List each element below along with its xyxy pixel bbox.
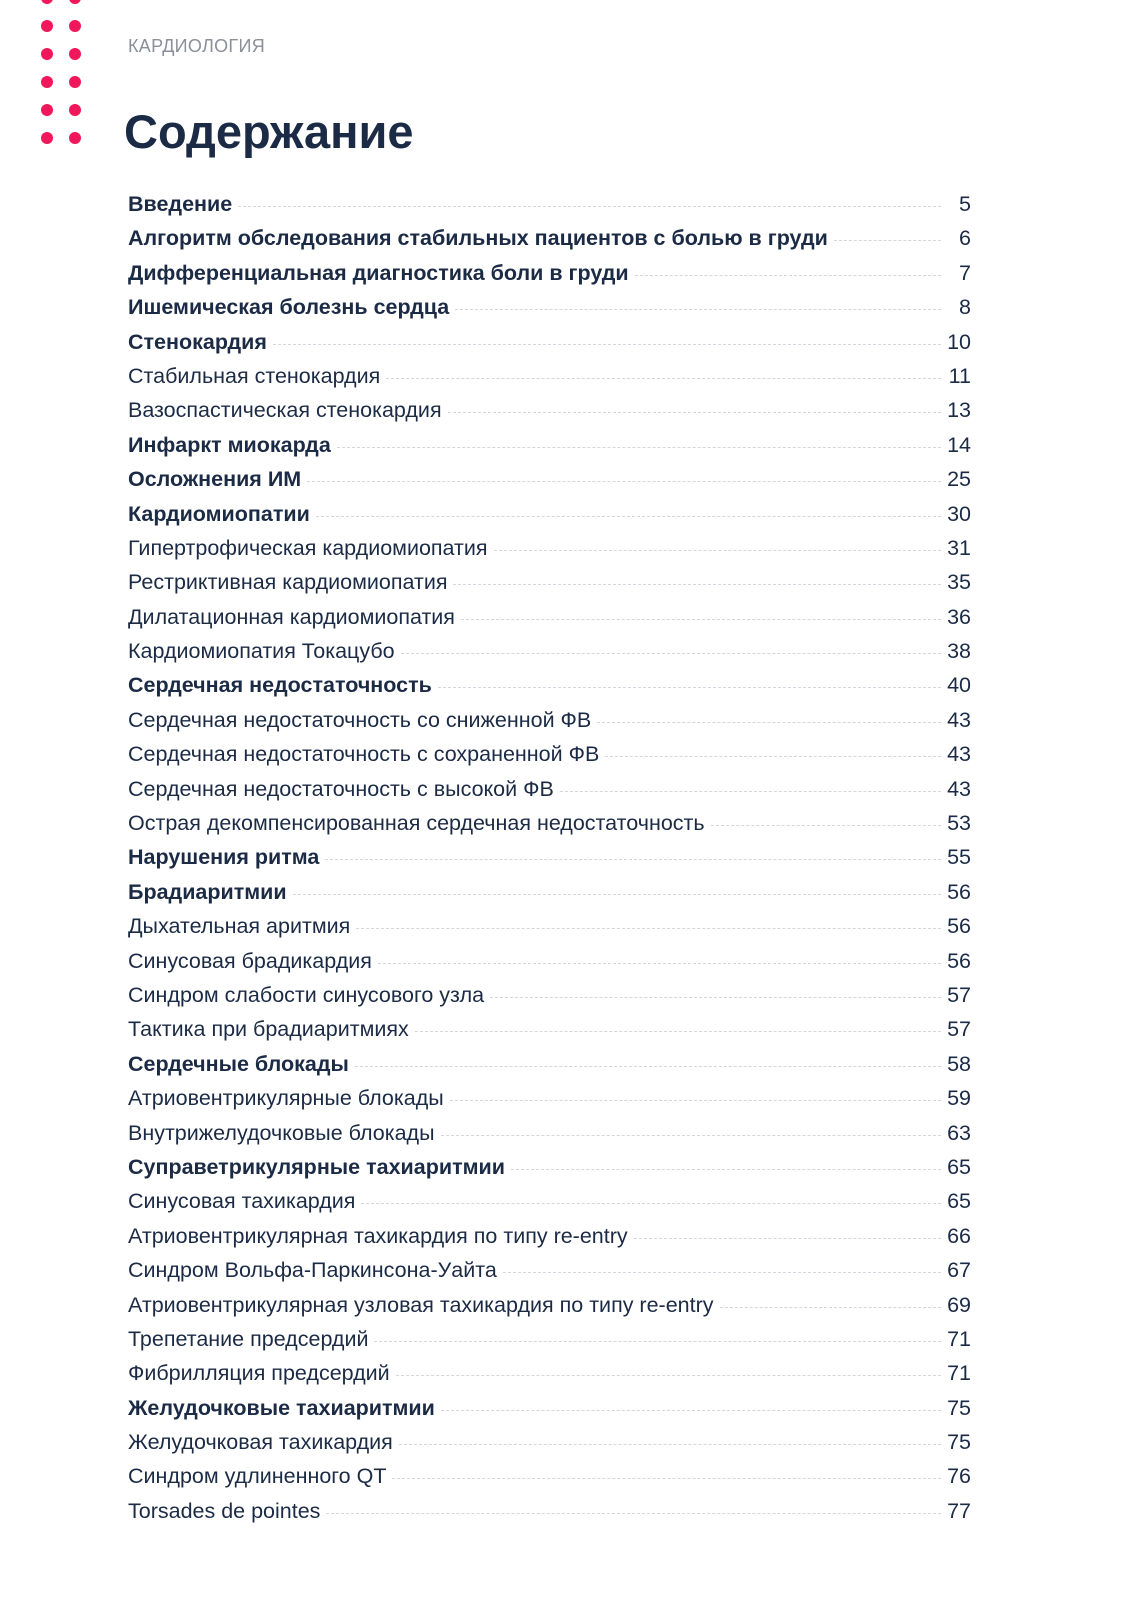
toc-entry-page-number: 10: [947, 329, 971, 354]
toc-entry[interactable]: [128, 531, 971, 565]
dotted-leader: [273, 344, 941, 345]
toc-entry-title: Сердечная недостаточность со сниженной ФВ: [128, 707, 592, 732]
dotted-leader: [834, 240, 941, 241]
dot: [41, 48, 53, 60]
toc-entry[interactable]: [128, 187, 971, 221]
toc-entry-page-number: 58: [947, 1051, 971, 1076]
dotted-leader: [337, 447, 941, 448]
toc-entry-title: Кардиомиопатия Токацубо: [128, 639, 395, 664]
toc-entry-title: Синусовая брадикардия: [128, 948, 372, 973]
toc-entry-page-number: 13: [947, 398, 971, 423]
dotted-leader: [401, 653, 941, 654]
table-of-contents: [128, 187, 971, 1528]
toc-entry-title: Желудочковая тахикардия: [128, 1430, 393, 1455]
toc-entry[interactable]: [128, 1081, 971, 1115]
dotted-leader: [316, 516, 941, 517]
dot: [41, 132, 53, 144]
dotted-leader: [307, 481, 941, 482]
toc-entry-title: Сердечная недостаточность с сохраненной ФВ: [128, 742, 600, 767]
dotted-leader: [392, 1478, 941, 1479]
toc-entry-page-number: 43: [947, 707, 971, 732]
toc-entry-title: Дыхательная аритмия: [128, 914, 351, 939]
toc-entry-page-number: 76: [947, 1464, 971, 1489]
toc-entry-title: Синдром удлиненного QT: [128, 1464, 387, 1489]
toc-entry[interactable]: [128, 634, 971, 668]
toc-entry[interactable]: [128, 1116, 971, 1150]
dotted-leader: [399, 1444, 941, 1445]
toc-entry-page-number: 56: [947, 948, 971, 973]
dotted-leader: [361, 1203, 941, 1204]
toc-entry-page-number: 7: [959, 260, 971, 285]
toc-entry-title: Желудочковые тахиаритмии: [128, 1395, 435, 1420]
dotted-leader: [711, 825, 941, 826]
toc-entry-title: Дифференциальная диагностика боли в груди: [128, 260, 629, 285]
dotted-leader: [326, 1513, 941, 1514]
toc-entry[interactable]: [128, 290, 971, 324]
toc-entry-title: Torsades de pointes: [128, 1498, 321, 1523]
toc-entry-title: Синдром слабости синусового узла: [128, 982, 485, 1007]
toc-entry-page-number: 71: [947, 1361, 971, 1386]
dotted-leader: [634, 1238, 941, 1239]
toc-entry-title: Атриовентрикулярная тахикардия по типу re-entry: [128, 1223, 628, 1248]
toc-entry-page-number: 8: [959, 295, 971, 320]
toc-entry[interactable]: [128, 221, 971, 255]
toc-entry-page-number: 6: [959, 226, 971, 251]
toc-entry-title: Брадиаритмии: [128, 879, 287, 904]
toc-entry[interactable]: [128, 428, 971, 462]
toc-entry-title: Синусовая тахикардия: [128, 1189, 356, 1214]
dot: [41, 76, 53, 88]
toc-entry[interactable]: [128, 1047, 971, 1081]
dotted-leader: [455, 309, 941, 310]
dotted-leader: [448, 412, 941, 413]
toc-entry-title: Сердечная недостаточность с высокой ФВ: [128, 776, 554, 801]
section-label: КАРДИОЛОГИЯ: [128, 36, 266, 56]
toc-entry-title: Трепетание предсердий: [128, 1326, 369, 1351]
dotted-leader: [605, 756, 941, 757]
dotted-leader: [415, 1031, 941, 1032]
toc-entry[interactable]: [128, 909, 971, 943]
toc-entry[interactable]: [128, 772, 971, 806]
dot: [69, 0, 81, 4]
toc-entry-page-number: 77: [947, 1498, 971, 1523]
toc-entry-title: Фибрилляция предсердий: [128, 1361, 390, 1386]
toc-entry-page-number: 55: [947, 845, 971, 870]
toc-entry-page-number: 5: [959, 192, 971, 216]
dot: [41, 0, 53, 4]
toc-entry[interactable]: [128, 600, 971, 634]
toc-entry-page-number: 40: [947, 673, 971, 698]
dot-grid-icon: [41, 0, 87, 152]
toc-entry[interactable]: [128, 1356, 971, 1390]
toc-entry-page-number: 56: [947, 879, 971, 904]
dotted-leader: [720, 1307, 941, 1308]
dotted-leader: [378, 963, 941, 964]
dot: [69, 76, 81, 88]
dotted-leader: [386, 378, 941, 379]
toc-entry-title: Стенокардия: [128, 329, 267, 354]
toc-entry[interactable]: [128, 1391, 971, 1425]
toc-entry-page-number: 69: [947, 1292, 971, 1317]
toc-entry[interactable]: [128, 565, 971, 599]
toc-entry[interactable]: [128, 325, 971, 359]
toc-entry-page-number: 75: [947, 1430, 971, 1455]
toc-entry-title: Кардиомиопатии: [128, 501, 310, 526]
toc-entry-page-number: 65: [947, 1154, 971, 1179]
toc-entry-page-number: 57: [947, 1017, 971, 1042]
toc-entry[interactable]: [128, 359, 971, 393]
toc-entry[interactable]: [128, 1150, 971, 1184]
toc-entry-page-number: 67: [947, 1258, 971, 1283]
dotted-leader: [355, 1066, 941, 1067]
toc-entry-page-number: 59: [947, 1086, 971, 1111]
toc-entry-title: Алгоритм обследования стабильных пациентов с болью в груди: [128, 226, 828, 251]
toc-entry-title: Введение: [128, 192, 233, 216]
dotted-leader: [490, 997, 941, 998]
toc-entry-title: Гипертрофическая кардиомиопатия: [128, 535, 488, 560]
toc-entry[interactable]: [128, 497, 971, 531]
dotted-leader: [494, 550, 941, 551]
toc-entry-title: Дилатационная кардиомиопатия: [128, 604, 455, 629]
dotted-leader: [453, 584, 941, 585]
dotted-leader: [511, 1169, 941, 1170]
toc-entry-title: Атриовентрикулярная узловая тахикардия по типу re-entry: [128, 1292, 714, 1317]
toc-entry[interactable]: [128, 1253, 971, 1287]
toc-entry-page-number: 14: [947, 432, 971, 457]
toc-entry-page-number: 36: [947, 604, 971, 629]
toc-entry[interactable]: [128, 1012, 971, 1046]
dot: [69, 104, 81, 116]
dotted-leader: [441, 1135, 941, 1136]
toc-entry[interactable]: [128, 875, 971, 909]
dotted-leader: [438, 687, 941, 688]
dot: [69, 20, 81, 32]
dot: [69, 48, 81, 60]
toc-entry-page-number: 11: [948, 363, 971, 388]
toc-entry-page-number: 66: [947, 1223, 971, 1248]
dot: [41, 20, 53, 32]
dotted-leader: [560, 791, 941, 792]
toc-entry-page-number: 35: [947, 570, 971, 595]
toc-entry-page-number: 56: [947, 914, 971, 939]
toc-entry-title: Атриовентрикулярные блокады: [128, 1086, 444, 1111]
toc-entry[interactable]: [128, 1425, 971, 1459]
toc-entry[interactable]: [128, 668, 971, 702]
dotted-leader: [293, 894, 941, 895]
dotted-leader: [597, 722, 941, 723]
dotted-leader: [441, 1410, 941, 1411]
dotted-leader: [635, 275, 941, 276]
toc-entry-title: Осложнения ИМ: [128, 467, 302, 492]
toc-entry-title: Нарушения ритма: [128, 845, 320, 870]
toc-entry[interactable]: [128, 256, 971, 290]
toc-entry[interactable]: [128, 1322, 971, 1356]
toc-entry-page-number: 38: [947, 639, 971, 664]
toc-entry-page-number: 71: [947, 1326, 971, 1351]
dotted-leader: [503, 1272, 941, 1273]
toc-entry[interactable]: [128, 737, 971, 771]
toc-entry-page-number: 31: [947, 535, 971, 560]
dotted-leader: [461, 619, 941, 620]
toc-entry[interactable]: [128, 806, 971, 840]
toc-entry-page-number: 63: [947, 1120, 971, 1145]
toc-entry[interactable]: [128, 1219, 971, 1253]
page-title: Содержание: [124, 105, 414, 158]
toc-entry-page-number: 53: [947, 811, 971, 836]
dotted-leader: [450, 1100, 941, 1101]
toc-entry-title: Ишемическая болезнь сердца: [128, 295, 450, 320]
toc-entry-page-number: 65: [947, 1189, 971, 1214]
toc-entry-page-number: 30: [947, 501, 971, 526]
toc-entry[interactable]: [128, 393, 971, 427]
toc-entry-title: Стабильная стенокардия: [128, 363, 381, 388]
dotted-leader: [238, 206, 941, 207]
toc-entry[interactable]: [128, 1184, 971, 1218]
toc-entry[interactable]: [128, 1459, 971, 1493]
toc-entry-title: Внутрижелудочковые блокады: [128, 1120, 435, 1145]
toc-entry[interactable]: [128, 840, 971, 874]
toc-entry-page-number: 25: [947, 467, 971, 492]
toc-entry-title: Сердечная недостаточность: [128, 673, 432, 698]
toc-entry-page-number: 43: [947, 776, 971, 801]
toc-entry-title: Вазоспастическая стенокардия: [128, 398, 442, 423]
toc-entry[interactable]: [128, 944, 971, 978]
toc-entry-page-number: 75: [947, 1395, 971, 1420]
toc-entry[interactable]: [128, 978, 971, 1012]
toc-entry-title: Сердечные блокады: [128, 1051, 349, 1076]
dot: [41, 104, 53, 116]
dotted-leader: [374, 1341, 941, 1342]
toc-entry-page-number: 43: [947, 742, 971, 767]
toc-entry-title: Острая декомпенсированная сердечная недостаточность: [128, 811, 705, 836]
toc-entry-title: Тактика при брадиаритмиях: [128, 1017, 409, 1042]
toc-entry-title: Синдром Вольфа-Паркинсона-Уайта: [128, 1258, 497, 1283]
toc-entry-title: Инфаркт миокарда: [128, 432, 331, 457]
toc-entry[interactable]: [128, 1494, 971, 1528]
dotted-leader: [325, 859, 941, 860]
dotted-leader: [396, 1375, 941, 1376]
toc-entry[interactable]: [128, 462, 971, 496]
toc-entry-page-number: 57: [947, 982, 971, 1007]
toc-entry-title: Суправетрикулярные тахиаритмии: [128, 1154, 505, 1179]
toc-entry[interactable]: [128, 703, 971, 737]
dotted-leader: [356, 928, 941, 929]
toc-entry-title: Рестриктивная кардиомиопатия: [128, 570, 448, 595]
dot: [69, 132, 81, 144]
toc-entry[interactable]: [128, 1288, 971, 1322]
